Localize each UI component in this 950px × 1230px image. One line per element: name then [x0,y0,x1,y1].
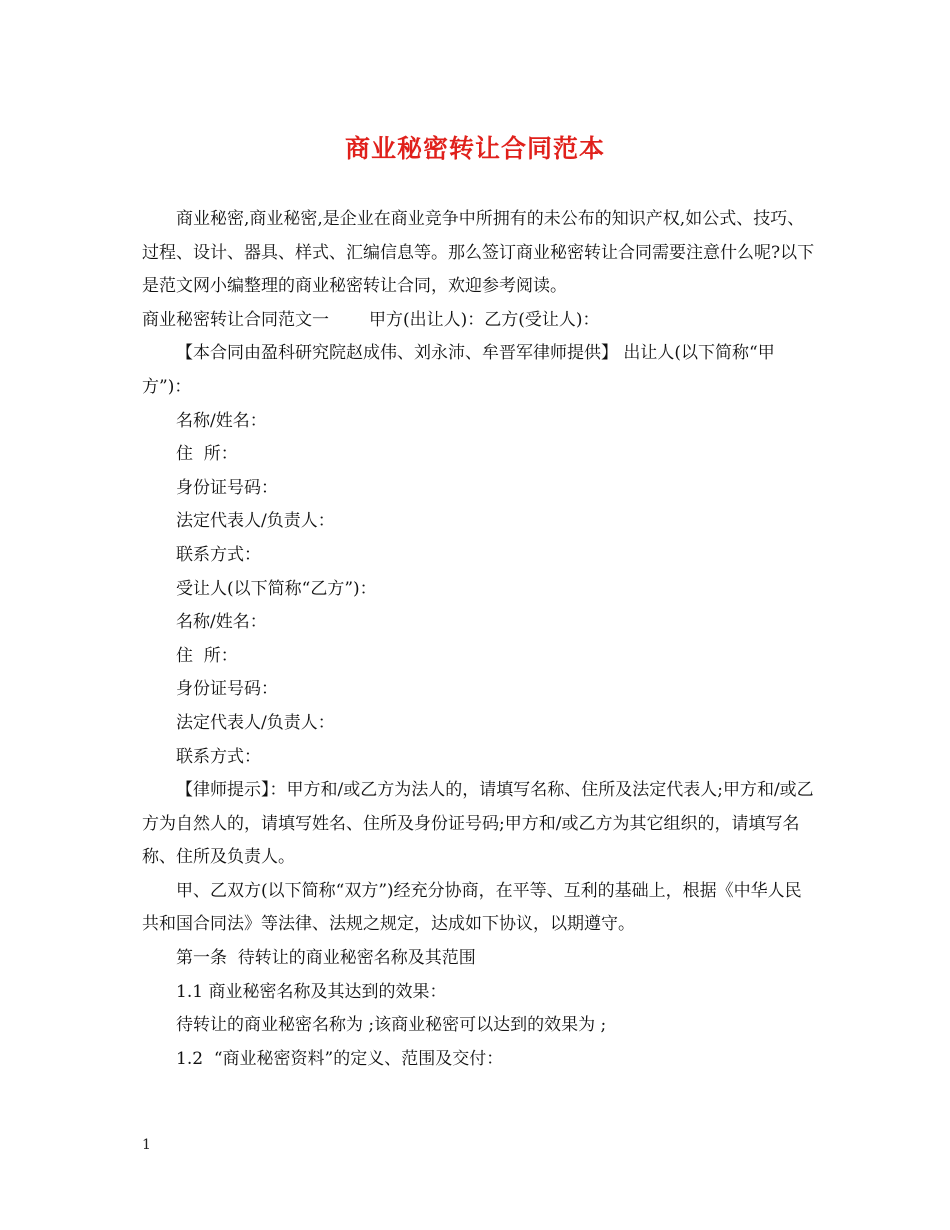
page-number: 1 [142,1137,151,1153]
provider-note: 【本合同由盈科研究院赵成伟、刘永沛、牟晋军律师提供】 出让人(以下简称“甲方”)： [142,343,775,397]
party-b-representative-field: 法定代表人/负责人： [176,712,335,733]
sample-heading-line [142,304,818,338]
intro-paragraph: 商业秘密,商业秘密,是企业在商业竞争中所拥有的未公布的知识产权,如公式、技巧、过程、设计、器具、样式、汇编信息等。那么签订商业秘密转让合同需要注意什么呢?以下是范文网小编整理的商业秘密转让合同，欢迎参考阅读。 [142,209,815,297]
clause-1-1-text: 待转让的商业秘密名称为 ;该商业秘密可以达到的效果为 ; [176,1015,607,1036]
parties-line: 甲方(出让人)：乙方(受让人)： [369,309,600,330]
clause-1-2-heading: 1.2 “商业秘密资料”的定义、范围及交付： [176,1048,504,1069]
document-title: 商业秘密转让合同范本 [344,134,605,163]
agreement-paragraph: 甲、乙双方(以下简称“双方”)经充分协商，在平等、互利的基础上，根据《中华人民共和国合同法》等法律、法规之规定，达成如下协议，以期遵守。 [142,880,802,935]
party-a-id-field: 身份证号码： [176,477,278,498]
party-b-name-field: 名称/姓名： [176,612,267,633]
party-a-address-field: 住 所： [176,444,238,465]
party-b-contact-field: 联系方式： [176,746,261,767]
party-a-representative-field: 法定代表人/负责人： [176,511,335,532]
document-body [142,203,818,1076]
party-b-heading: 受让人(以下简称“乙方”)： [176,578,377,599]
party-b-id-field: 身份证号码： [176,679,278,700]
sample-heading: 商业秘密转让合同范文一 [142,309,329,330]
lawyer-tip-paragraph: 【律师提示】：甲方和/或乙方为法人的，请填写名称、住所及法定代表人;甲方和/或乙方为自然人的，请填写姓名、住所及身份证号码;甲方和/或乙方为其它组织的，请填写名称、住所及负责人。 [142,780,814,868]
party-b-address-field: 住 所： [176,645,238,666]
article-1-heading: 第一条 待转让的商业秘密名称及其范围 [176,948,476,969]
party-a-contact-field: 联系方式： [176,544,261,565]
party-a-name-field: 名称/姓名： [176,410,267,431]
clause-1-1-heading: 1.1 商业秘密名称及其达到的效果： [176,981,447,1002]
